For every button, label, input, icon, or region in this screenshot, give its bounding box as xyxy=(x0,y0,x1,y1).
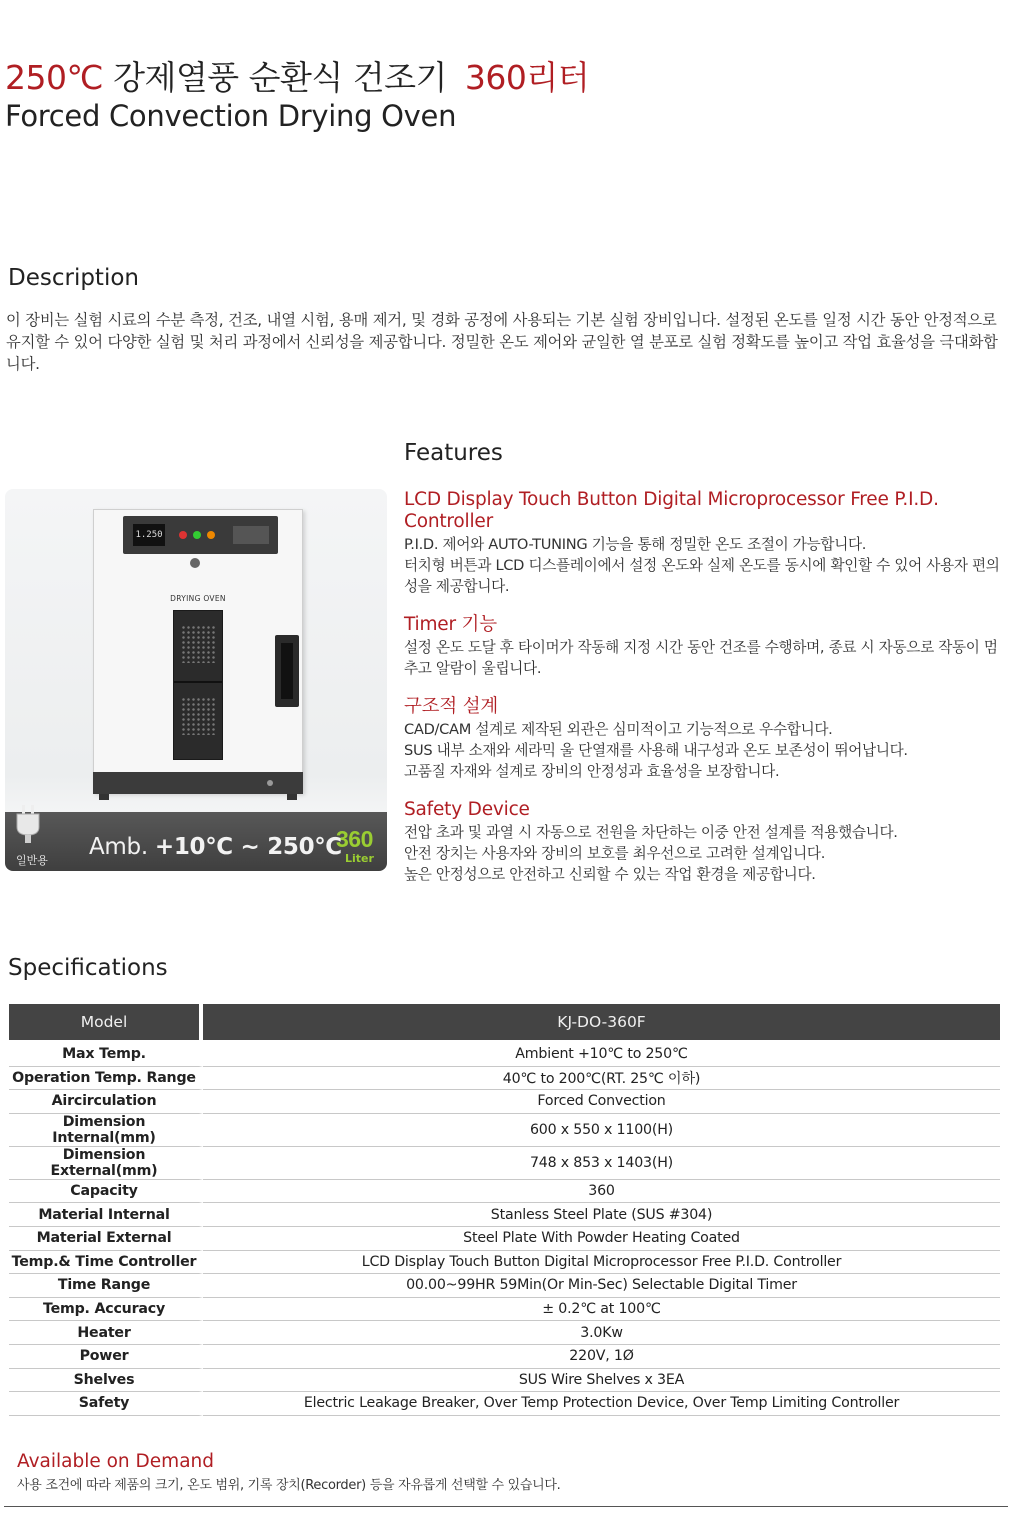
available-title: Available on Demand xyxy=(17,1451,214,1472)
spec-label: Material External xyxy=(9,1227,203,1251)
status-led-red xyxy=(179,531,187,539)
door-knob xyxy=(190,558,200,568)
status-led-orange xyxy=(207,531,215,539)
spec-label: Max Temp. xyxy=(9,1040,203,1067)
feature-line: SUS 내부 소재와 세라믹 울 단열재를 사용해 내구성과 온도 보존성이 뛰어납니다. xyxy=(404,742,908,759)
status-led-green xyxy=(193,531,201,539)
table-header-row xyxy=(9,1004,1000,1040)
spec-value: 600 x 550 x 1100(H) xyxy=(203,1114,1000,1147)
table-row xyxy=(9,1251,1000,1275)
table-row xyxy=(9,1067,1000,1091)
oven-base xyxy=(93,772,303,794)
spec-value: Forced Convection xyxy=(203,1090,1000,1114)
table-row xyxy=(9,1274,1000,1298)
capacity-number: 360 xyxy=(336,826,373,852)
feature-title: 구조적 설계 xyxy=(404,696,499,717)
temperature-range xyxy=(89,834,342,860)
description-heading: Description xyxy=(8,265,139,291)
power-plug-icon xyxy=(13,803,43,843)
table-row xyxy=(9,1321,1000,1345)
feature-title: Timer 기능 xyxy=(404,614,497,635)
table-row xyxy=(9,1227,1000,1251)
spec-value: 00.00~99HR 59Min(Or Min-Sec) Selectable Digital Timer xyxy=(203,1274,1000,1298)
spec-label: Temp. Accuracy xyxy=(9,1298,203,1322)
control-panel xyxy=(123,516,278,554)
spec-value: 748 x 853 x 1403(H) xyxy=(203,1147,1000,1180)
feature-item xyxy=(404,489,1004,597)
spec-label: Time Range xyxy=(9,1274,203,1298)
vent-grid-upper xyxy=(181,625,215,663)
spec-label: Material Internal xyxy=(9,1203,203,1227)
oven-body xyxy=(93,509,303,793)
table-row xyxy=(9,1392,1000,1416)
page-subtitle: Forced Convection Drying Oven xyxy=(5,99,457,133)
table-row xyxy=(9,1180,1000,1204)
spec-label: Heater xyxy=(9,1321,203,1345)
feature-line: 높은 안정성으로 안전하고 신뢰할 수 있는 작업 환경을 제공합니다. xyxy=(404,866,816,883)
spec-value: ± 0.2℃ at 100℃ xyxy=(203,1298,1000,1322)
usage-tag: 일반용 xyxy=(16,854,48,867)
spec-value: Stanless Steel Plate (SUS #304) xyxy=(203,1203,1000,1227)
oven-foot xyxy=(287,794,297,800)
feature-line: CAD/CAM 설계로 제작된 외관은 심미적이고 기능적으로 우수합니다. xyxy=(404,721,833,738)
spec-label: Dimension Internal(mm) xyxy=(9,1114,203,1147)
spec-value: Steel Plate With Powder Heating Coated xyxy=(203,1227,1000,1251)
range-value: +10℃ ~ 250℃ xyxy=(154,834,342,860)
handle-grip xyxy=(281,643,293,699)
model-value: KJ-DO-360F xyxy=(203,1004,1000,1040)
spec-value: 3.0Kw xyxy=(203,1321,1000,1345)
specifications-heading: Specifications xyxy=(8,955,168,981)
spec-value: Ambient +10℃ to 250℃ xyxy=(203,1040,1000,1067)
door-handle xyxy=(275,635,299,707)
spec-value: SUS Wire Shelves x 3EA xyxy=(203,1369,1000,1393)
product-image xyxy=(5,489,387,871)
table-row xyxy=(9,1147,1000,1180)
base-switch xyxy=(267,780,273,786)
title-product-name: 강제열풍 순환식 건조기 xyxy=(113,58,447,97)
spec-label: Power xyxy=(9,1345,203,1369)
spec-value: Electric Leakage Breaker, Over Temp Protection Device, Over Temp Limiting Controller xyxy=(203,1392,1000,1416)
spec-label: Aircirculation xyxy=(9,1090,203,1114)
table-row xyxy=(9,1090,1000,1114)
capacity-unit: Liter xyxy=(345,852,374,865)
spec-label: Shelves xyxy=(9,1369,203,1393)
table-row xyxy=(9,1203,1000,1227)
spec-value: 40℃ to 200℃(RT. 25℃ 이하) xyxy=(203,1067,1000,1091)
spec-label: Capacity xyxy=(9,1180,203,1204)
specifications-table xyxy=(9,1004,1000,1416)
feature-title: LCD Display Touch Button Digital Microprocessor Free P.I.D. Controller xyxy=(404,489,939,532)
spec-value: 360 xyxy=(203,1180,1000,1204)
feature-title: Safety Device xyxy=(404,799,530,820)
description-text: 이 장비는 실험 시료의 수분 측정, 건조, 내열 시험, 용매 제거, 및 경화 공정에 사용되는 기본 실험 장비입니다. 설정된 온도를 일정 시간 동안 안정적으로 유지할 수 있어 다양한 실험 및 처리 과정에서 신뢰성을 제공합니다. 정밀한 온도 제어와 균일한 열 분포로 실험 정확도를 높이고 작업 효율성을 극대화합니다. xyxy=(6,311,998,373)
spec-label: Temp.& Time Controller xyxy=(9,1251,203,1275)
table-row xyxy=(9,1114,1000,1147)
oven-foot xyxy=(99,794,109,800)
feature-item xyxy=(404,614,1004,679)
table-row xyxy=(9,1345,1000,1369)
title-temperature: 250℃ xyxy=(5,58,104,97)
spec-label: Safety xyxy=(9,1392,203,1416)
feature-line: 안전 장치는 사용자와 장비의 보호를 최우선으로 고려한 설계입니다. xyxy=(404,845,826,862)
feature-item xyxy=(404,696,1004,782)
available-text: 사용 조건에 따라 제품의 크기, 온도 범위, 기록 장치(Recorder) 등을 자유롭게 선택할 수 있습니다. xyxy=(17,1478,561,1493)
oven-label: DRYING OVEN xyxy=(170,594,226,603)
vent-grid-lower xyxy=(181,697,215,735)
brand-plate xyxy=(233,526,269,544)
feature-line: P.I.D. 제어와 AUTO-TUNING 기능을 통해 정밀한 온도 조절이 가능합니다. xyxy=(404,536,867,553)
lcd-display: 1.250 xyxy=(133,524,165,546)
oven-window xyxy=(173,610,223,760)
spec-label: Dimension External(mm) xyxy=(9,1147,203,1180)
range-prefix: Amb. xyxy=(89,834,148,860)
feature-line: 고품질 자재와 설계로 장비의 안정성과 효율성을 보장합니다. xyxy=(404,763,780,780)
features-heading: Features xyxy=(404,440,503,466)
feature-line: 설정 온도 도달 후 타이머가 작동해 지정 시간 동안 건조를 수행하며, 종료 시 자동으로 작동이 멈추고 알람이 울립니다. xyxy=(404,639,998,677)
bottom-divider xyxy=(4,1506,1008,1507)
feature-line: 터치형 버튼과 LCD 디스플레이에서 설정 온도와 실제 온도를 동시에 확인할 수 있어 사용자 편의성을 제공합니다. xyxy=(404,557,1000,595)
spec-value: LCD Display Touch Button Digital Microprocessor Free P.I.D. Controller xyxy=(203,1251,1000,1275)
feature-item xyxy=(404,799,1004,885)
window-divider xyxy=(174,681,222,683)
page-title xyxy=(5,56,589,100)
table-row xyxy=(9,1298,1000,1322)
spec-label: Operation Temp. Range xyxy=(9,1067,203,1091)
spec-value: 220V, 1Ø xyxy=(203,1345,1000,1369)
table-row xyxy=(9,1040,1000,1067)
title-capacity: 360리터 xyxy=(464,58,590,97)
feature-line: 전압 초과 및 과열 시 자동으로 전원을 차단하는 이중 안전 설계를 적용했습니다. xyxy=(404,824,898,841)
model-header: Model xyxy=(9,1004,203,1040)
table-row xyxy=(9,1369,1000,1393)
